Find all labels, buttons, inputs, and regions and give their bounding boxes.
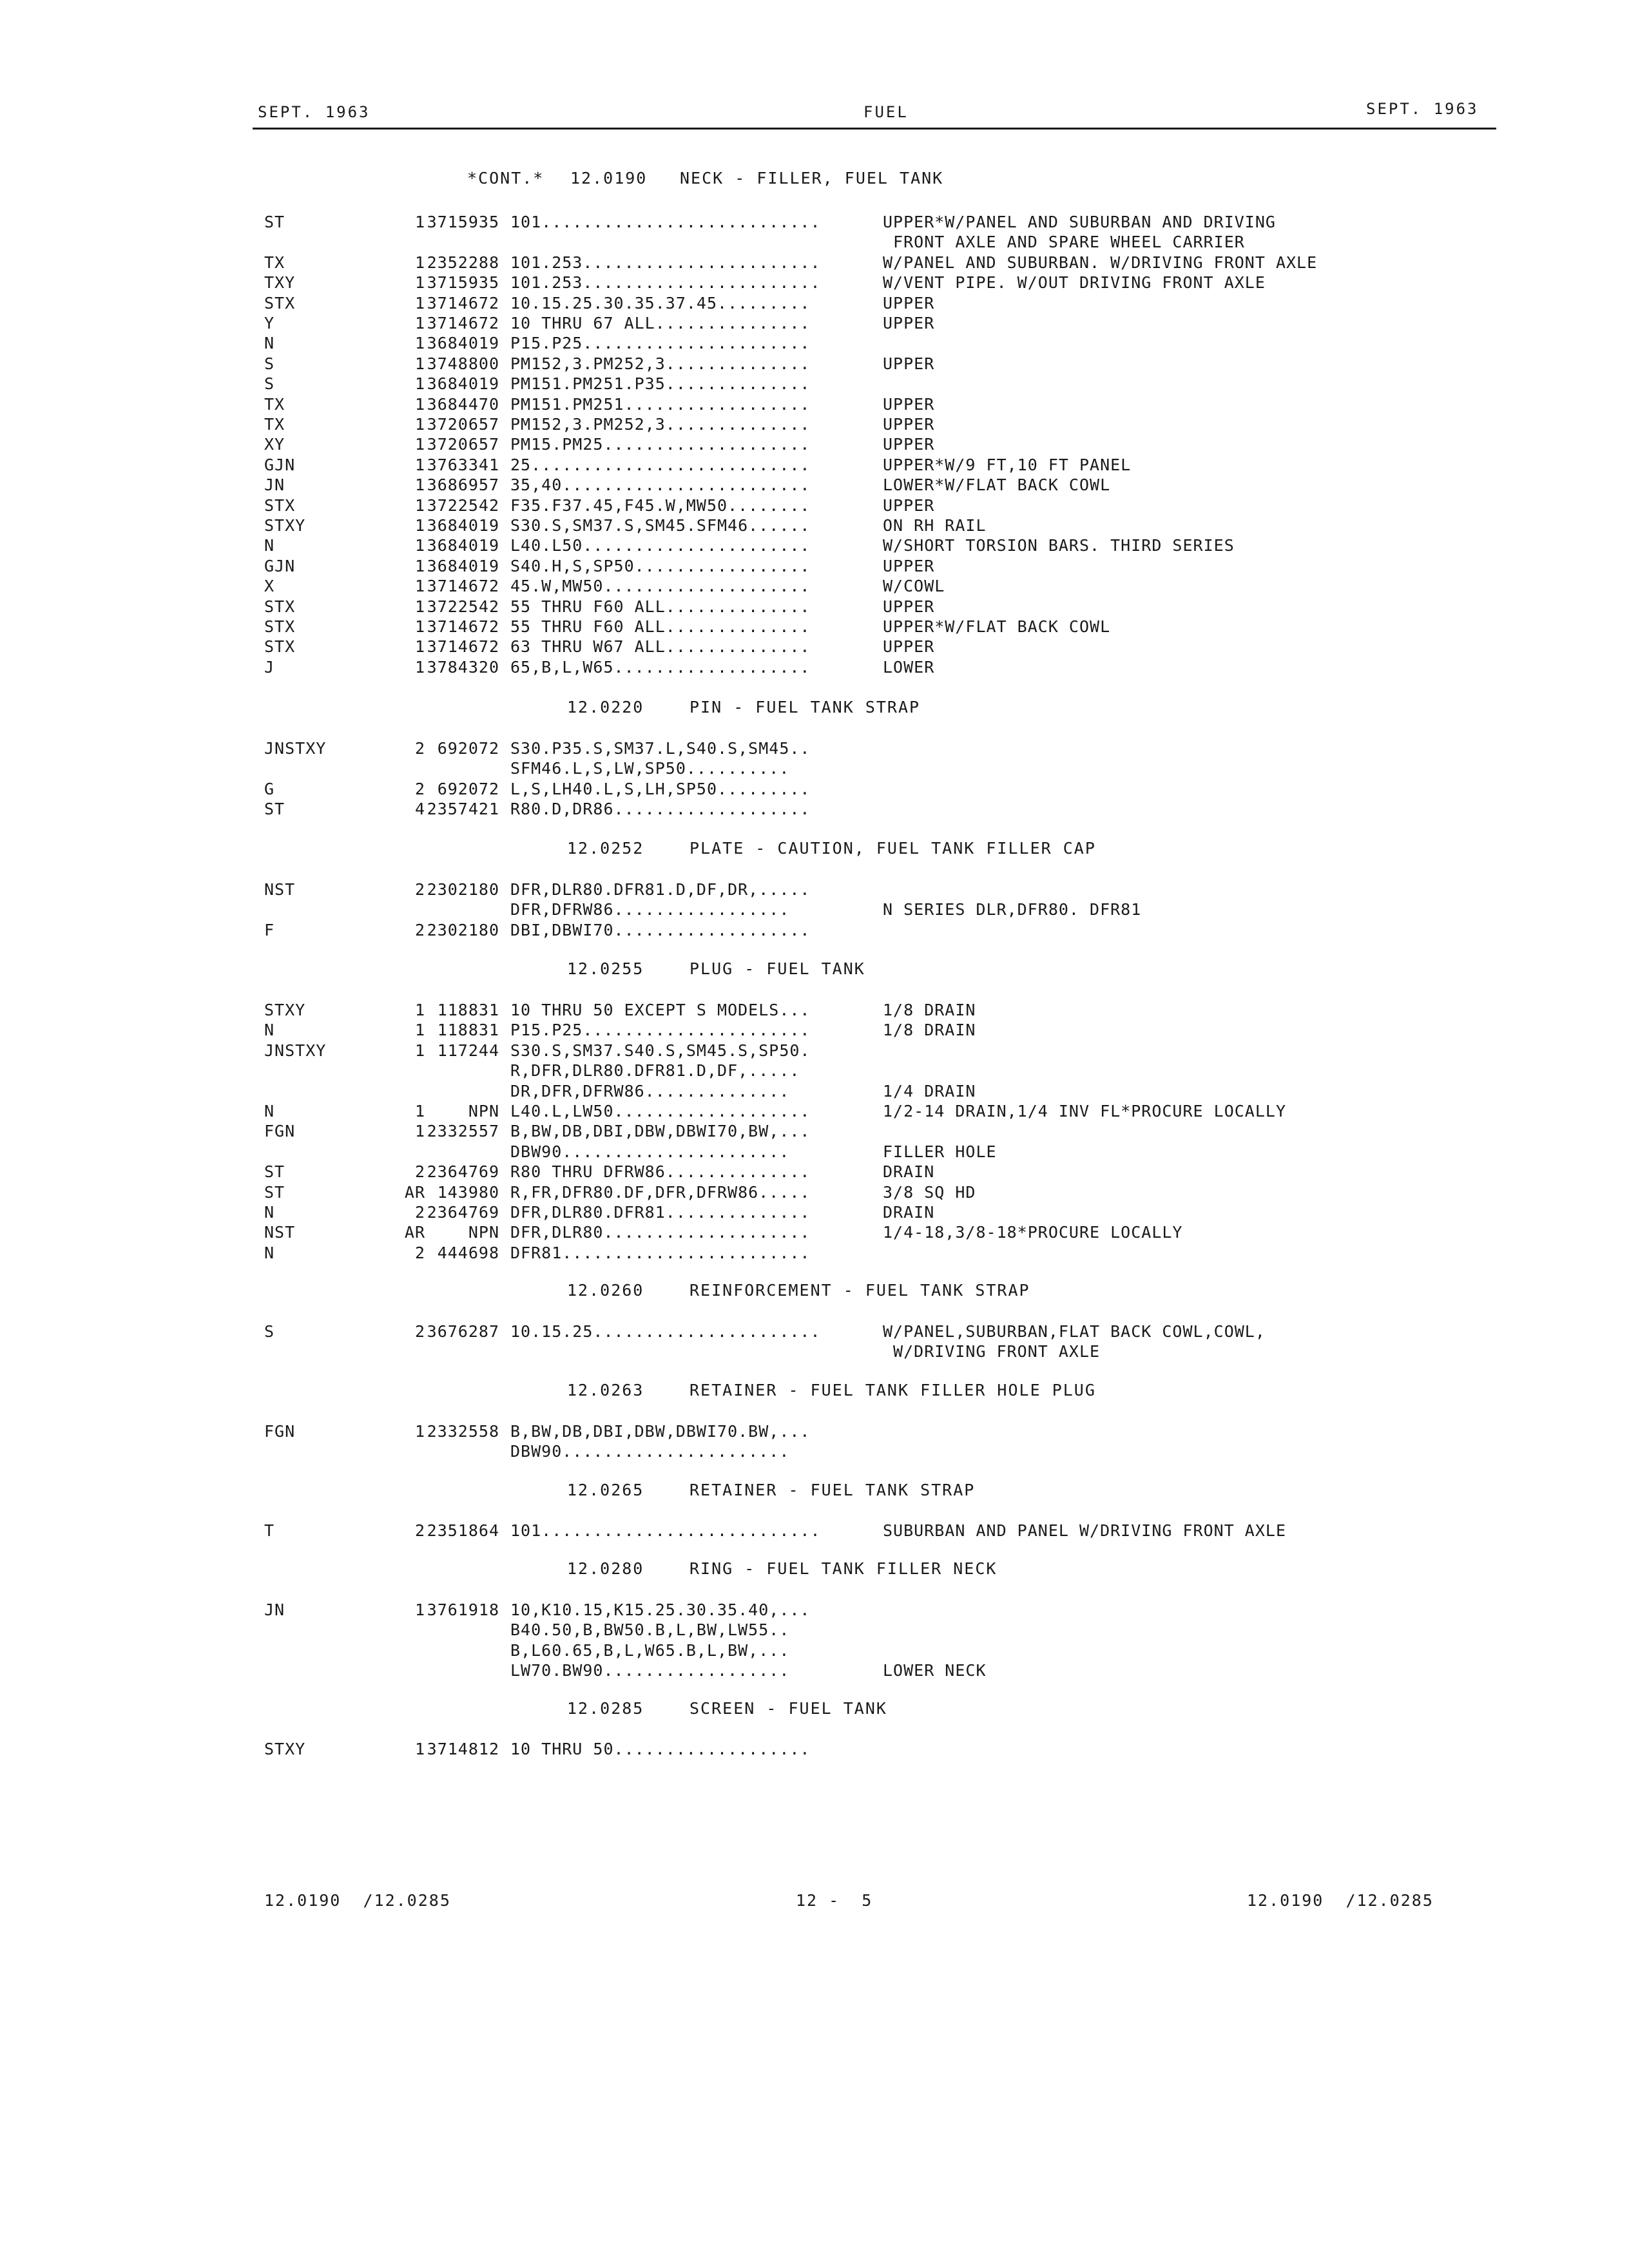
row-part-number: 3684019 [427,516,499,535]
row-model-code: STX [264,597,296,616]
parts-row [264,1082,1521,1102]
row-remarks: LOWER*W/FLAT BACK COWL [883,476,1111,495]
section-code: 12.0280 [567,1559,644,1578]
row-part-number: NPN [468,1102,499,1120]
row-usage: 10.15.25.30.35.37.45......... [510,293,811,312]
parts-row [264,1001,1521,1021]
row-quantity: 1 [414,1122,425,1141]
row-part-number: 2302180 [427,920,499,939]
row-part-number: 3684019 [427,334,499,353]
row-model-code: STX [264,637,296,657]
row-part-number: NPN [468,1223,499,1242]
row-model-code: STX [264,293,296,312]
row-quantity: 2 [414,920,425,939]
row-usage: S30.S,SM37.S,SM45.SFM46...... [510,516,811,535]
parts-row [264,1661,1521,1682]
row-part-number: 3715935 [427,273,499,293]
row-usage: PM15.PM25.................... [510,435,811,454]
header-section-title: FUEL [863,103,909,121]
row-quantity: 1 [414,334,425,353]
row-remarks: UPPER [883,556,935,575]
parts-row [264,780,1521,800]
row-usage: DBW90...................... [510,1142,790,1161]
row-model-code: JN [264,476,285,495]
row-part-number: 3714672 [427,617,499,636]
row-usage: S40.H,S,SP50................. [510,556,811,575]
row-part-number: 3720657 [427,415,499,434]
parts-row [264,1041,1521,1062]
row-part-number: 3763341 [427,455,499,474]
section-code: 12.0265 [567,1481,644,1499]
section-title: RETAINER - FUEL TANK FILLER HOLE PLUG [689,1381,1096,1399]
parts-row [264,1142,1521,1163]
row-quantity: AR [404,1182,425,1202]
parts-row [264,314,1521,334]
row-remarks: W/PANEL,SUBURBAN,FLAT BACK COWL,COWL, [883,1322,1266,1341]
row-quantity: 1 [414,354,425,373]
parts-row [264,800,1521,820]
row-remarks: UPPER [883,435,935,454]
row-part-number: 3686957 [427,476,499,495]
row-usage: 65,B,L,W65................... [510,657,811,677]
parts-row [264,253,1521,274]
row-quantity: 1 [414,556,425,575]
row-remarks: UPPER [883,637,935,657]
row-usage: LW70.BW90.................. [510,1661,790,1680]
footer-page-number: 12 - 5 [796,1891,873,1910]
row-usage: 35,40........................ [510,476,811,495]
row-model-code: GJN [264,455,296,474]
section-title: PIN - FUEL TANK STRAP [689,698,921,716]
row-quantity: 1 [414,637,425,657]
row-remarks: W/SHORT TORSION BARS. THIRD SERIES [883,536,1235,555]
row-usage: PM151.PM251.P35.............. [510,374,811,394]
row-part-number: 3784320 [427,657,499,677]
row-model-code: GJN [264,556,296,575]
row-part-number: 2332557 [427,1122,499,1141]
row-usage: 101........................... [510,213,821,231]
row-usage: DFR,DLR80.................... [510,1223,811,1242]
parts-row [264,900,1521,921]
row-part-number: 3684470 [427,394,499,414]
row-quantity: 4 [414,800,425,819]
row-usage: DFR,DLR80.DFR81.............. [510,1203,811,1222]
parts-row [264,476,1521,496]
row-remarks: 1/8 DRAIN [883,1001,976,1019]
row-model-code: JN [264,1600,285,1619]
parts-row [264,1322,1521,1343]
row-usage: DFR81........................ [510,1243,811,1262]
row-model-code: Y [264,314,275,332]
row-remarks: ON RH RAIL [883,516,987,535]
row-model-code: FGN [264,1422,296,1441]
row-part-number: 3748800 [427,354,499,373]
row-quantity: 1 [414,314,425,332]
row-quantity: 1 [414,273,425,293]
row-quantity: 1 [414,617,425,636]
row-quantity: 2 [414,1521,425,1540]
row-part-number: 3722542 [427,495,499,515]
row-usage: DBI,DBWI70................... [510,920,811,939]
row-model-code: S [264,354,275,373]
row-usage: L,S,LH40.L,S,LH,SP50......... [510,779,811,798]
parts-row [264,435,1521,456]
row-quantity: 1 [414,1001,425,1019]
footer-left-range: 12.0190 /12.0285 [264,1891,451,1910]
row-remarks: W/DRIVING FRONT AXLE [883,1342,1101,1361]
row-part-number: 118831 [437,1001,499,1019]
row-quantity: 1 [414,293,425,312]
parts-row [264,496,1521,517]
parts-row [264,739,1521,760]
row-model-code: N [264,334,275,353]
row-remarks: DRAIN [883,1162,935,1182]
section-code: 12.0260 [567,1281,644,1300]
row-part-number: 143980 [437,1182,499,1202]
parts-row [264,1102,1521,1122]
row-usage: S30.P35.S,SM37.L,S40.S,SM45.. [510,739,811,758]
section-title: RETAINER - FUEL TANK STRAP [689,1481,976,1499]
row-model-code: ST [264,1182,285,1202]
row-model-code: TXY [264,273,296,293]
row-model-code: J [264,657,275,677]
row-remarks: UPPER [883,597,935,616]
row-model-code: N [264,536,275,555]
parts-row [264,1740,1521,1760]
row-usage: 101.253....................... [510,253,821,272]
row-remarks: 1/4-18,3/8-18*PROCURE LOCALLY [883,1223,1183,1242]
row-part-number: 3720657 [427,435,499,454]
row-remarks: W/VENT PIPE. W/OUT DRIVING FRONT AXLE [883,273,1266,293]
row-model-code: NST [264,880,296,899]
parts-row [264,759,1521,780]
parts-row [264,294,1521,314]
row-model-code: STXY [264,516,306,535]
row-quantity: AR [404,1223,425,1242]
parts-row [264,1244,1521,1264]
row-quantity: 2 [414,779,425,798]
row-usage: PM151.PM251.................. [510,394,811,414]
row-quantity: 1 [414,657,425,677]
row-usage: 55 THRU F60 ALL.............. [510,617,811,636]
parts-row [264,1620,1521,1641]
row-usage: 10.15.25...................... [510,1322,821,1341]
parts-row [264,658,1521,678]
row-part-number: 3714672 [427,577,499,596]
row-quantity: 1 [414,476,425,495]
row-remarks: FILLER HOLE [883,1142,997,1161]
row-quantity: 1 [414,1102,425,1120]
row-part-number: 3676287 [427,1322,499,1341]
row-quantity: 1 [414,1041,425,1060]
row-part-number: 692072 [437,779,499,798]
row-usage: 45.W,MW50.................... [510,577,811,596]
parts-row [264,213,1521,233]
row-quantity: 1 [414,536,425,555]
row-model-code: TX [264,394,285,414]
row-part-number: 2364769 [427,1162,499,1182]
row-model-code: ST [264,800,285,819]
row-part-number: 2302180 [427,880,499,899]
parts-row [264,374,1521,395]
parts-row [264,334,1521,354]
parts-row [264,577,1521,597]
row-part-number: 2357421 [427,800,499,819]
row-part-number: 3684019 [427,374,499,394]
parts-row [264,1203,1521,1224]
row-remarks: UPPER [883,354,935,373]
parts-row [264,516,1521,537]
row-model-code: STX [264,495,296,515]
parts-row [264,557,1521,577]
row-remarks: 1/2-14 DRAIN,1/4 INV FL*PROCURE LOCALLY [883,1102,1286,1120]
row-part-number: 2351864 [427,1521,499,1540]
row-usage: B,BW,DB,DBI,DBW,DBWI70.BW,... [510,1422,811,1441]
section-title: PLUG - FUEL TANK [689,959,865,978]
row-usage: 10 THRU 67 ALL............... [510,314,811,332]
row-usage: 10 THRU 50 EXCEPT S MODELS... [510,1001,811,1019]
parts-row [264,1422,1521,1443]
section-title: PLATE - CAUTION, FUEL TANK FILLER CAP [689,839,1096,858]
row-model-code: NST [264,1223,296,1242]
row-remarks: 1/8 DRAIN [883,1021,976,1040]
row-remarks: LOWER NECK [883,1661,987,1680]
row-usage: 55 THRU F60 ALL.............. [510,597,811,616]
row-usage: 101........................... [510,1521,821,1540]
row-model-code: F [264,920,275,939]
parts-row [264,1162,1521,1183]
row-model-code: STXY [264,1001,306,1019]
row-usage: SFM46.L,S,LW,SP50.......... [510,759,790,778]
row-quantity: 1 [414,455,425,474]
section-title: REINFORCEMENT - FUEL TANK STRAP [689,1281,1030,1300]
row-remarks: UPPER [883,394,935,414]
row-model-code: JNSTXY [264,1041,327,1060]
parts-row [264,395,1521,416]
row-remarks: 3/8 SQ HD [883,1182,976,1202]
row-usage: B,BW,DB,DBI,DBW,DBWI70,BW,... [510,1122,811,1141]
row-model-code: TX [264,415,285,434]
row-quantity: 1 [414,597,425,616]
row-model-code: T [264,1521,275,1540]
footer-right-range: 12.0190 /12.0285 [1247,1891,1434,1910]
row-usage: 101.253....................... [510,273,821,293]
parts-row [264,456,1521,476]
row-part-number: 444698 [437,1243,499,1262]
row-remarks: W/PANEL AND SUBURBAN. W/DRIVING FRONT AXLE [883,253,1318,272]
header-right-date: SEPT. 1963 [1366,100,1479,118]
section-code: 12.0255 [567,959,644,978]
row-part-number: 118831 [437,1021,499,1040]
row-part-number: 117244 [437,1041,499,1060]
parts-row [264,1641,1521,1662]
row-quantity: 1 [414,1740,425,1758]
row-quantity: 1 [414,1600,425,1619]
row-model-code: S [264,1322,275,1341]
row-quantity: 1 [414,415,425,434]
row-usage: PM152,3.PM252,3.............. [510,354,811,373]
parts-row [264,415,1521,436]
row-model-code: S [264,374,275,394]
header-left-date: SEPT. 1963 [258,103,371,121]
row-usage: 10 THRU 50................... [510,1740,811,1758]
row-usage: PM152,3.PM252,3.............. [510,415,811,434]
row-part-number: 3761918 [427,1600,499,1619]
row-quantity: 2 [414,880,425,899]
row-quantity: 1 [414,374,425,394]
parts-row [264,1600,1521,1621]
row-part-number: 3684019 [427,536,499,555]
parts-row [264,597,1521,618]
row-model-code: N [264,1021,275,1040]
row-remarks: LOWER [883,657,935,677]
row-quantity: 2 [414,1162,425,1182]
row-model-code: N [264,1203,275,1222]
row-usage: R,FR,DFR80.DF,DFR,DFRW86..... [510,1182,811,1202]
parts-row [264,1122,1521,1142]
row-remarks: DRAIN [883,1203,935,1222]
row-part-number: 2352288 [427,253,499,272]
row-usage: 10,K10.15,K15.25.30.35.40,... [510,1600,811,1619]
row-quantity: 2 [414,739,425,758]
row-remarks: UPPER*W/9 FT,10 FT PANEL [883,455,1132,474]
row-part-number: 3714812 [427,1740,499,1758]
row-quantity: 1 [414,213,425,231]
row-quantity: 2 [414,1203,425,1222]
row-usage: S30.S,SM37.S40.S,SM45.S,SP50. [510,1041,811,1060]
row-quantity: 1 [414,253,425,272]
row-model-code: JNSTXY [264,739,327,758]
parts-row [264,354,1521,375]
row-model-code: ST [264,1162,285,1182]
row-part-number: 3714672 [427,293,499,312]
parts-row [264,1342,1521,1363]
parts-row [264,233,1521,253]
row-part-number: 692072 [437,739,499,758]
row-model-code: TX [264,253,285,272]
parts-row [264,273,1521,294]
row-remarks: UPPER [883,314,935,332]
section-code: 12.0252 [567,839,644,858]
row-usage: B40.50,B,BW50.B,L,BW,LW55.. [510,1620,790,1640]
row-quantity: 1 [414,495,425,515]
row-usage: L40.L50...................... [510,536,811,555]
row-part-number: 3715935 [427,213,499,231]
row-quantity: 1 [414,1422,425,1441]
parts-row [264,536,1521,557]
row-model-code: ST [264,213,285,231]
row-remarks: 1/4 DRAIN [883,1081,976,1100]
row-remarks: UPPER [883,495,935,515]
continuation-code: 12.0190 [570,169,648,187]
row-usage: P15.P25...................... [510,334,811,353]
row-model-code: STX [264,617,296,636]
row-usage: 25........................... [510,455,811,474]
continuation-marker: *CONT.* [467,169,545,187]
section-title: RING - FUEL TANK FILLER NECK [689,1559,998,1578]
row-remarks: UPPER*W/PANEL AND SUBURBAN AND DRIVING [883,213,1276,231]
row-remarks: SUBURBAN AND PANEL W/DRIVING FRONT AXLE [883,1521,1286,1540]
row-model-code: FGN [264,1122,296,1141]
row-quantity: 1 [414,516,425,535]
row-remarks: FRONT AXLE AND SPARE WHEEL CARRIER [883,233,1245,252]
parts-row [264,1183,1521,1204]
section-title: SCREEN - FUEL TANK [689,1699,887,1718]
parts-row [264,1223,1521,1244]
parts-row [264,921,1521,941]
row-quantity: 2 [414,1322,425,1341]
row-model-code: N [264,1102,275,1120]
row-remarks: N SERIES DLR,DFR80. DFR81 [883,900,1142,919]
row-part-number: 3684019 [427,556,499,575]
row-model-code: G [264,779,275,798]
parts-row [264,880,1521,901]
parts-row [264,1442,1521,1463]
row-remarks: UPPER*W/FLAT BACK COWL [883,617,1111,636]
row-usage: R80 THRU DFRW86.............. [510,1162,811,1182]
header-rule [253,128,1496,130]
row-usage: DFR,DLR80.DFR81.D,DF,DR,..... [510,880,811,899]
row-part-number: 3714672 [427,637,499,657]
row-usage: L40.L,LW50................... [510,1102,811,1120]
row-usage: F35.F37.45,F45.W,MW50........ [510,495,811,515]
parts-row [264,637,1521,658]
row-quantity: 1 [414,1021,425,1040]
parts-row [264,617,1521,638]
parts-row [264,1521,1521,1542]
row-remarks: UPPER [883,293,935,312]
row-usage: 63 THRU W67 ALL.............. [510,637,811,657]
row-part-number: 3722542 [427,597,499,616]
row-model-code: STXY [264,1740,306,1758]
row-remarks: UPPER [883,415,935,434]
section-code: 12.0263 [567,1381,644,1399]
row-part-number: 2332558 [427,1422,499,1441]
row-usage: P15.P25...................... [510,1021,811,1040]
row-quantity: 1 [414,577,425,596]
row-usage: DFR,DFRW86................. [510,900,790,919]
parts-row [264,1021,1521,1041]
row-remarks: W/COWL [883,577,945,596]
row-usage: B,L60.65,B,L,W65.B,L,BW,... [510,1640,790,1660]
row-model-code: XY [264,435,285,454]
parts-row [264,1061,1521,1082]
row-quantity: 1 [414,394,425,414]
row-usage: R,DFR,DLR80.DFR81.D,DF,..... [510,1061,800,1081]
section-code: 12.0220 [567,698,644,716]
row-usage: DR,DFR,DFRW86.............. [510,1081,790,1100]
row-quantity: 1 [414,435,425,454]
continuation-description: NECK - FILLER, FUEL TANK [680,169,944,187]
row-usage: DBW90...................... [510,1442,790,1461]
section-code: 12.0285 [567,1699,644,1718]
row-model-code: N [264,1243,275,1262]
row-model-code: X [264,577,275,596]
row-quantity: 2 [414,1243,425,1262]
row-part-number: 3714672 [427,314,499,332]
row-part-number: 2364769 [427,1203,499,1222]
row-usage: R80.D,DR86................... [510,800,811,819]
